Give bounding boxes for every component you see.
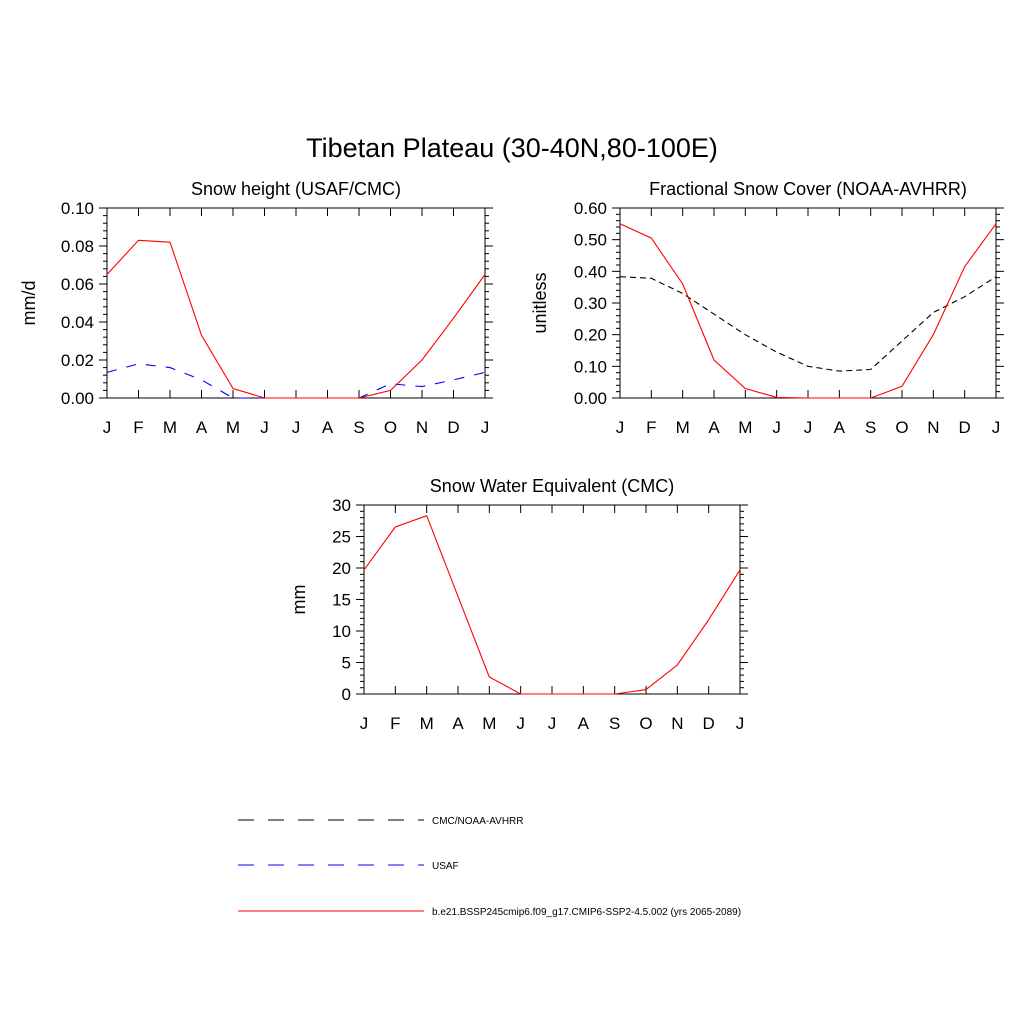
y-axis-label: mm/d: [19, 280, 39, 326]
x-tick-label: N: [415, 418, 429, 437]
panel-title: Fractional Snow Cover (NOAA-AVHRR): [649, 179, 967, 199]
x-tick-label: D: [447, 418, 460, 437]
series-line-3: [107, 240, 485, 398]
chart-panel-3: [289, 476, 748, 733]
y-axis-label: unitless: [530, 272, 550, 334]
y-tick-label: 0.06: [60, 275, 94, 294]
x-tick-label: M: [482, 714, 497, 733]
x-tick-label: S: [353, 418, 365, 437]
x-tick-label: A: [452, 714, 464, 733]
legend-label: b.e21.BSSP245cmip6.f09_g17.CMIP6-SSP2-4.5.002 (yrs 2065-2089): [432, 907, 742, 918]
y-axis-label: mm: [289, 584, 309, 615]
panel-title: Snow Water Equivalent (CMC): [429, 476, 675, 496]
y-tick-label: 10: [332, 622, 351, 641]
x-tick-label: O: [383, 418, 398, 437]
x-tick-label: N: [927, 418, 940, 437]
y-tick-label: 0.02: [60, 351, 94, 370]
legend: [238, 816, 741, 918]
y-tick-label: 0.20: [573, 325, 607, 345]
plot-frame: [107, 208, 485, 398]
x-tick-label: M: [225, 418, 241, 437]
y-tick-label: 0.60: [573, 199, 607, 218]
legend-item: [238, 816, 523, 827]
x-tick-label: M: [675, 418, 690, 437]
x-tick-label: F: [646, 418, 657, 437]
y-tick-label: 30: [332, 496, 351, 515]
series-line-2: [364, 516, 740, 694]
x-tick-label: N: [671, 714, 684, 733]
x-tick-label: O: [639, 714, 653, 733]
x-tick-label: D: [958, 418, 971, 437]
chart-panels: [19, 179, 1004, 733]
chart-panel-2: [530, 179, 1004, 437]
x-tick-label: J: [615, 418, 625, 437]
x-tick-label: J: [735, 714, 745, 733]
x-tick-label: J: [291, 418, 301, 437]
x-tick-label: J: [260, 418, 269, 437]
x-tick-label: A: [833, 418, 846, 437]
chart-panel-1: [19, 179, 493, 437]
y-tick-label: 5: [341, 653, 351, 673]
y-tick-label: 0.50: [573, 230, 607, 250]
x-tick-label: D: [702, 714, 715, 733]
series-line-2: [620, 224, 996, 398]
x-tick-label: J: [803, 418, 813, 437]
x-tick-label: F: [133, 418, 144, 437]
figure-title: Tibetan Plateau (30-40N,80-100E): [306, 133, 718, 163]
legend-item: [238, 861, 459, 872]
y-tick-label: 0.10: [60, 199, 94, 218]
y-tick-label: 0: [341, 685, 351, 704]
legend-label: USAF: [432, 861, 459, 872]
panel-title: Snow height (USAF/CMC): [190, 179, 402, 199]
y-tick-label: 0.08: [60, 237, 94, 256]
x-tick-label: J: [547, 714, 557, 733]
plot-frame: [364, 505, 740, 694]
y-tick-label: 0.00: [573, 389, 607, 408]
legend-item: [238, 907, 741, 918]
x-tick-label: M: [738, 418, 753, 437]
y-tick-label: 25: [332, 527, 351, 547]
y-tick-label: 0.30: [573, 294, 607, 313]
x-tick-label: J: [102, 418, 112, 437]
x-tick-label: F: [390, 714, 401, 733]
y-tick-label: 20: [332, 559, 351, 578]
x-tick-label: J: [991, 418, 1001, 437]
series-line-1: [620, 277, 996, 371]
legend-label: CMC/NOAA-AVHRR: [432, 816, 524, 827]
x-tick-label: J: [516, 714, 525, 733]
y-tick-label: 15: [332, 590, 351, 610]
x-tick-label: J: [359, 714, 369, 733]
x-tick-label: J: [480, 418, 490, 437]
plot-frame: [620, 208, 996, 398]
x-tick-label: M: [162, 418, 178, 437]
y-tick-label: 0.10: [573, 357, 607, 377]
x-tick-label: A: [321, 418, 334, 437]
x-tick-label: M: [419, 714, 434, 733]
x-tick-label: J: [772, 418, 781, 437]
x-tick-label: A: [195, 418, 208, 437]
x-tick-label: S: [864, 418, 877, 437]
y-tick-label: 0.40: [573, 262, 607, 282]
y-tick-label: 0.00: [60, 389, 94, 408]
x-tick-label: A: [577, 714, 590, 733]
x-tick-label: S: [608, 714, 621, 733]
x-tick-label: A: [708, 418, 720, 437]
y-tick-label: 0.04: [60, 313, 94, 332]
x-tick-label: O: [895, 418, 909, 437]
